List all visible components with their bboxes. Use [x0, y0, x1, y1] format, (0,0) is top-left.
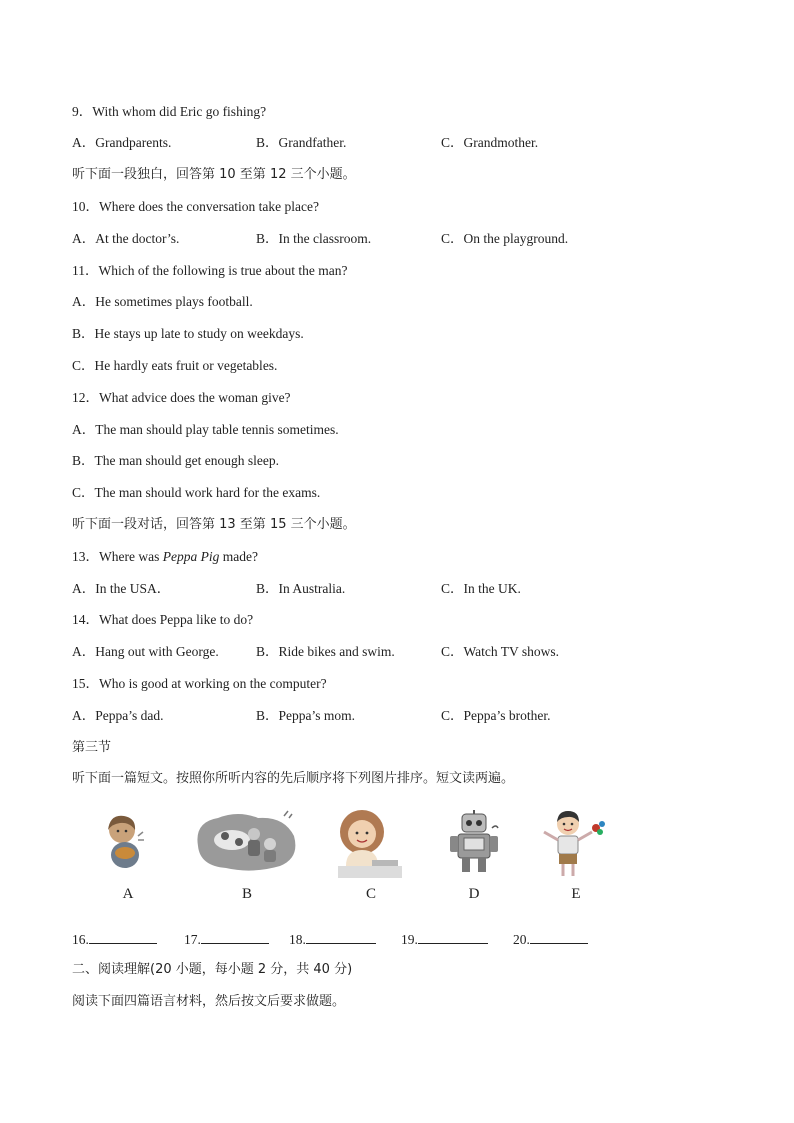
section-three-heading: 第三节: [72, 740, 112, 755]
picture-d-robot: [448, 810, 500, 876]
q13-option-a: A．In the USA．: [72, 581, 171, 596]
q13-stem: [72, 548, 258, 566]
picture-c-girl: [332, 806, 406, 880]
q13-stem-pre: 13．Where was: [72, 549, 163, 564]
q10-option-b: B．In the classroom.: [256, 231, 372, 246]
q13-option-c: C．In the UK.: [441, 581, 521, 596]
q15-option-b: B．Peppa’s mom.: [256, 708, 356, 723]
answer-line-16[interactable]: [89, 929, 157, 944]
q14-stem: 14．What does Peppa like to do?: [72, 612, 254, 627]
part-two-heading: 二、阅读理解(20 小题，每小题 2 分，共 40 分): [72, 962, 353, 977]
answer-line-20[interactable]: [530, 929, 588, 944]
answer-blank-20[interactable]: [513, 929, 588, 949]
answer-blank-18[interactable]: [289, 929, 376, 949]
answer-blank-20-number: 20.: [513, 932, 530, 947]
picture-a-label: A: [122, 886, 134, 902]
answer-blank-19[interactable]: [401, 929, 488, 949]
q12-option-a: A．The man should play table tennis sometimes.: [72, 422, 339, 437]
q14-option-b: B．Ride bikes and swim.: [256, 644, 395, 659]
answer-line-17[interactable]: [201, 929, 269, 944]
instruction-dialogue: 听下面一段对话，回答第 13 至第 15 三个小题。: [72, 517, 356, 532]
instruction-monologue: 听下面一段独白，回答第 10 至第 12 三个小题。: [72, 167, 356, 182]
answer-blank-17[interactable]: [184, 929, 269, 949]
picture-b-family-scene: [192, 808, 300, 874]
q13-stem-title: Peppa Pig: [162, 549, 220, 564]
q9-option-b: B．Grandfather.: [256, 135, 347, 150]
q9-option-a: A．Grandparents.: [72, 135, 172, 150]
answer-line-19[interactable]: [418, 929, 488, 944]
q15-option-c: C．Peppa’s brother.: [441, 708, 551, 723]
q9-option-c: C．Grandmother.: [441, 135, 539, 150]
q9-stem: 9．With whom did Eric go fishing?: [72, 104, 267, 119]
q11-stem: 11．Which of the following is true about the man?: [72, 263, 348, 278]
q10-option-c: C．On the playground.: [441, 231, 569, 246]
picture-c-label: C: [365, 886, 376, 902]
answer-blank-16[interactable]: [72, 929, 157, 949]
q11-option-b: B．He stays up late to study on weekdays.: [72, 326, 304, 341]
picture-d-label: D: [468, 886, 480, 902]
answer-blank-19-number: 19.: [401, 932, 418, 947]
picture-e-boy: [530, 806, 612, 878]
q12-option-c: C．The man should work hard for the exams.: [72, 485, 321, 500]
q12-option-b: B．The man should get enough sleep.: [72, 453, 279, 468]
q14-option-a: A．Hang out with George.: [72, 644, 219, 659]
q15-option-a: A．Peppa’s dad.: [72, 708, 164, 723]
q13-stem-post: made?: [219, 549, 258, 564]
q15-stem: 15．Who is good at working on the computer?: [72, 676, 327, 691]
q12-stem: 12．What advice does the woman give?: [72, 390, 291, 405]
picture-a-baby: [100, 808, 150, 870]
picture-b-label: B: [241, 886, 252, 902]
q10-stem: 10．Where does the conversation take place?: [72, 199, 320, 214]
answer-blank-16-number: 16.: [72, 932, 89, 947]
q13-option-b: B．In Australia.: [256, 581, 346, 596]
answer-blank-17-number: 17.: [184, 932, 201, 947]
part-two-instruction: 阅读下面四篇语言材料，然后按文后要求做题。: [72, 994, 346, 1009]
q14-option-c: C．Watch TV shows.: [441, 644, 560, 659]
q11-option-c: C．He hardly eats fruit or vegetables.: [72, 358, 278, 373]
instruction-picture-order: 听下面一篇短文。按照你所听内容的先后顺序将下列图片排序。短文读两遍。: [72, 771, 515, 786]
answer-line-18[interactable]: [306, 929, 376, 944]
answer-blank-18-number: 18.: [289, 932, 306, 947]
picture-e-label: E: [571, 886, 581, 902]
q10-option-a: A．At the doctor’s.: [72, 231, 180, 246]
q11-option-a: A．He sometimes plays football.: [72, 294, 253, 309]
